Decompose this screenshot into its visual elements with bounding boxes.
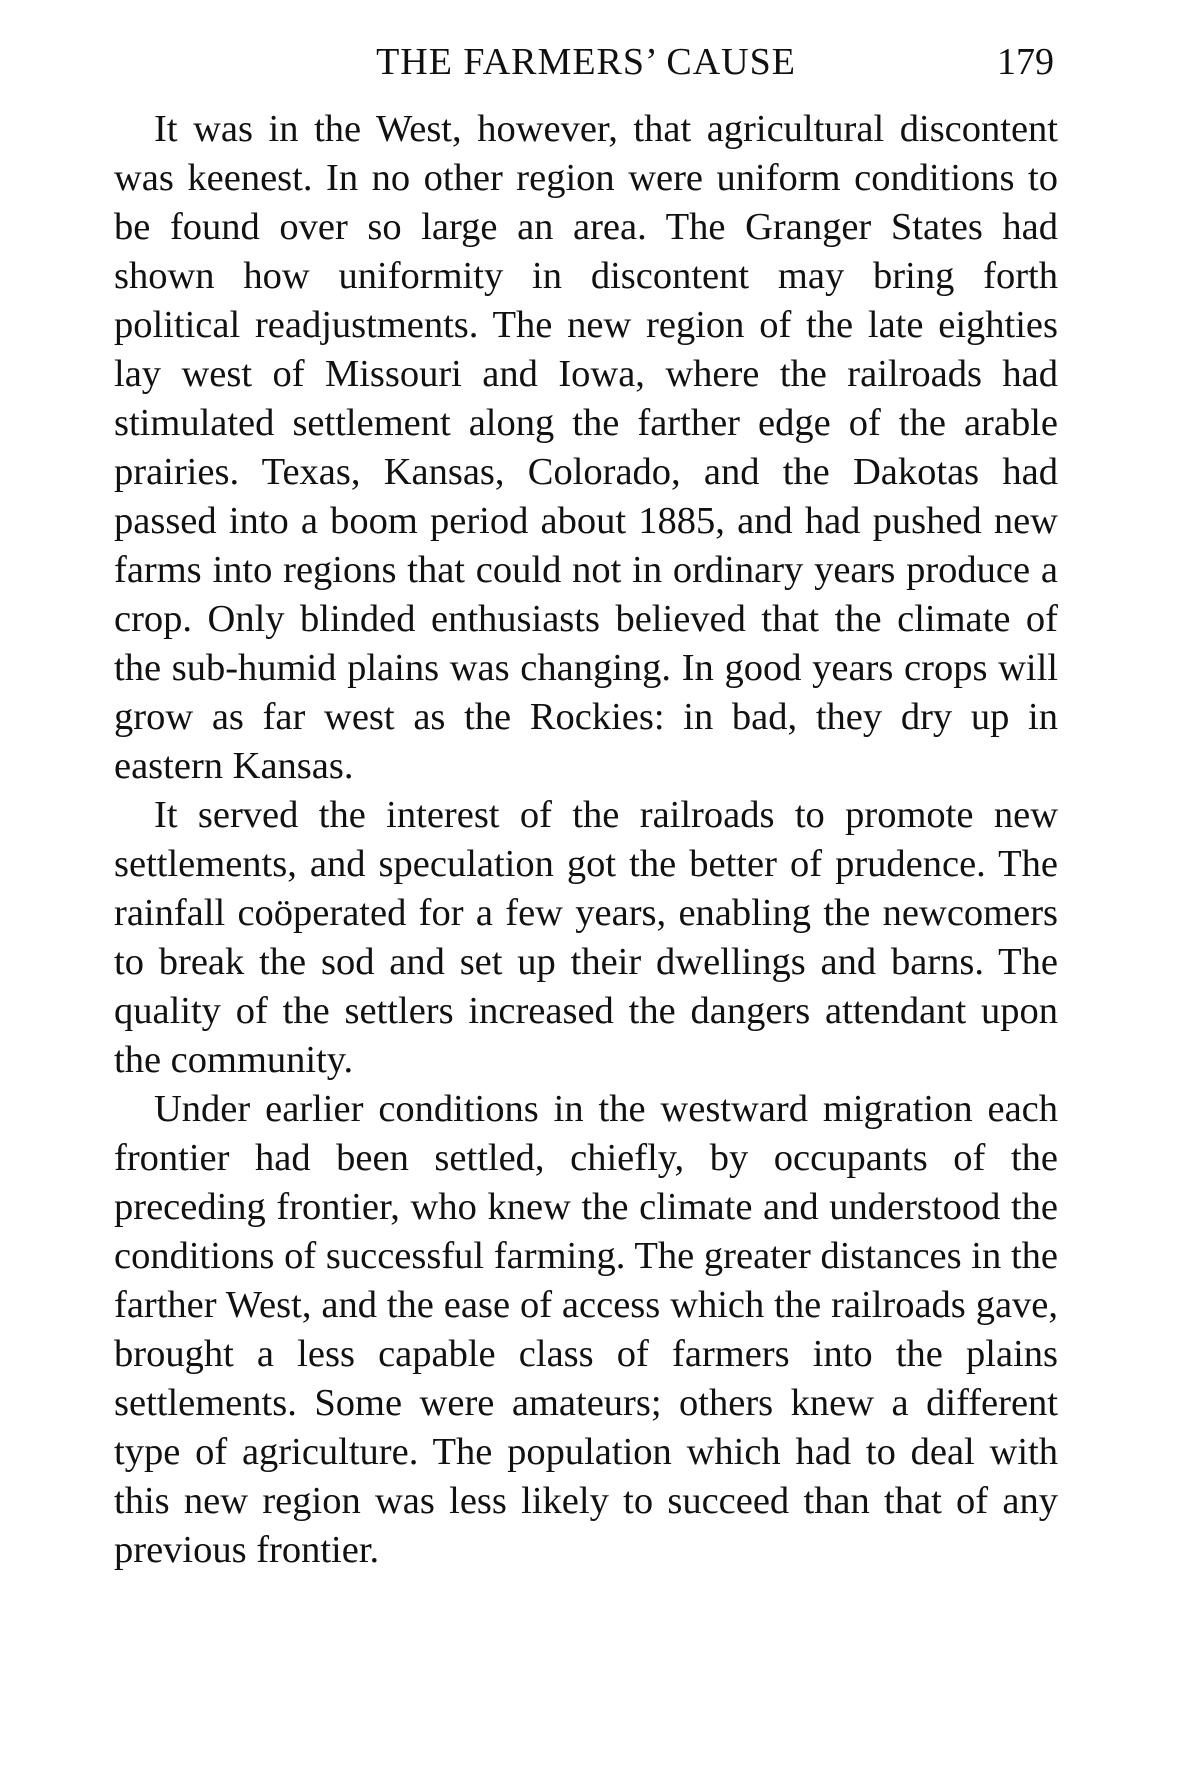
body-text xyxy=(114,105,1058,1575)
paragraph-west-discontent: It was in the West, however, that agricultural discontent was keenest. In no other region were uniform conditions to be found over so large an area. The Granger States had shown how uniformity in discontent may bring forth political readjustments. The new region of the late eighties lay west of Missouri and Iowa, where the railroads had stimulated settlement along the farther edge of the arable prairies. Texas, Kansas, Colorado, and the Dakotas had passed into a boom period about 1885, and had pushed new farms into regions that could not in ordinary years produce a crop. Only blinded enthusiasts believed that the climate of the sub-humid plains was changing. In good years crops will grow as far west as the Rockies: in bad, they dry up in eastern Kansas. xyxy=(114,108,1058,787)
running-head xyxy=(118,30,1054,94)
page-number: 179 xyxy=(997,41,1054,83)
paragraph-railroad-settlements: It served the interest of the railroads to promote new settlements, and speculation got the better of prudence. The rainfall coöperated for a few years, enabling the newcomers to break the sod and set up their dwellings and barns. The quality of the settlers increased the dangers attendant upon the community. xyxy=(114,794,1058,1081)
running-title: THE FARMERS’ CAUSE xyxy=(376,41,796,83)
paragraph-frontier-settlers: Under earlier conditions in the westward migration each frontier had been settled, chiefly, by occupants of the preceding frontier, who knew the climate and understood the conditions of successful farming. The greater distances in the farther West, and the ease of access which the railroads gave, brought a less capable class of farmers into the plains settlements. Some were amateurs; others knew a different type of agriculture. The population which had to deal with this new region was less likely to succeed than that of any previous frontier. xyxy=(114,1088,1058,1571)
